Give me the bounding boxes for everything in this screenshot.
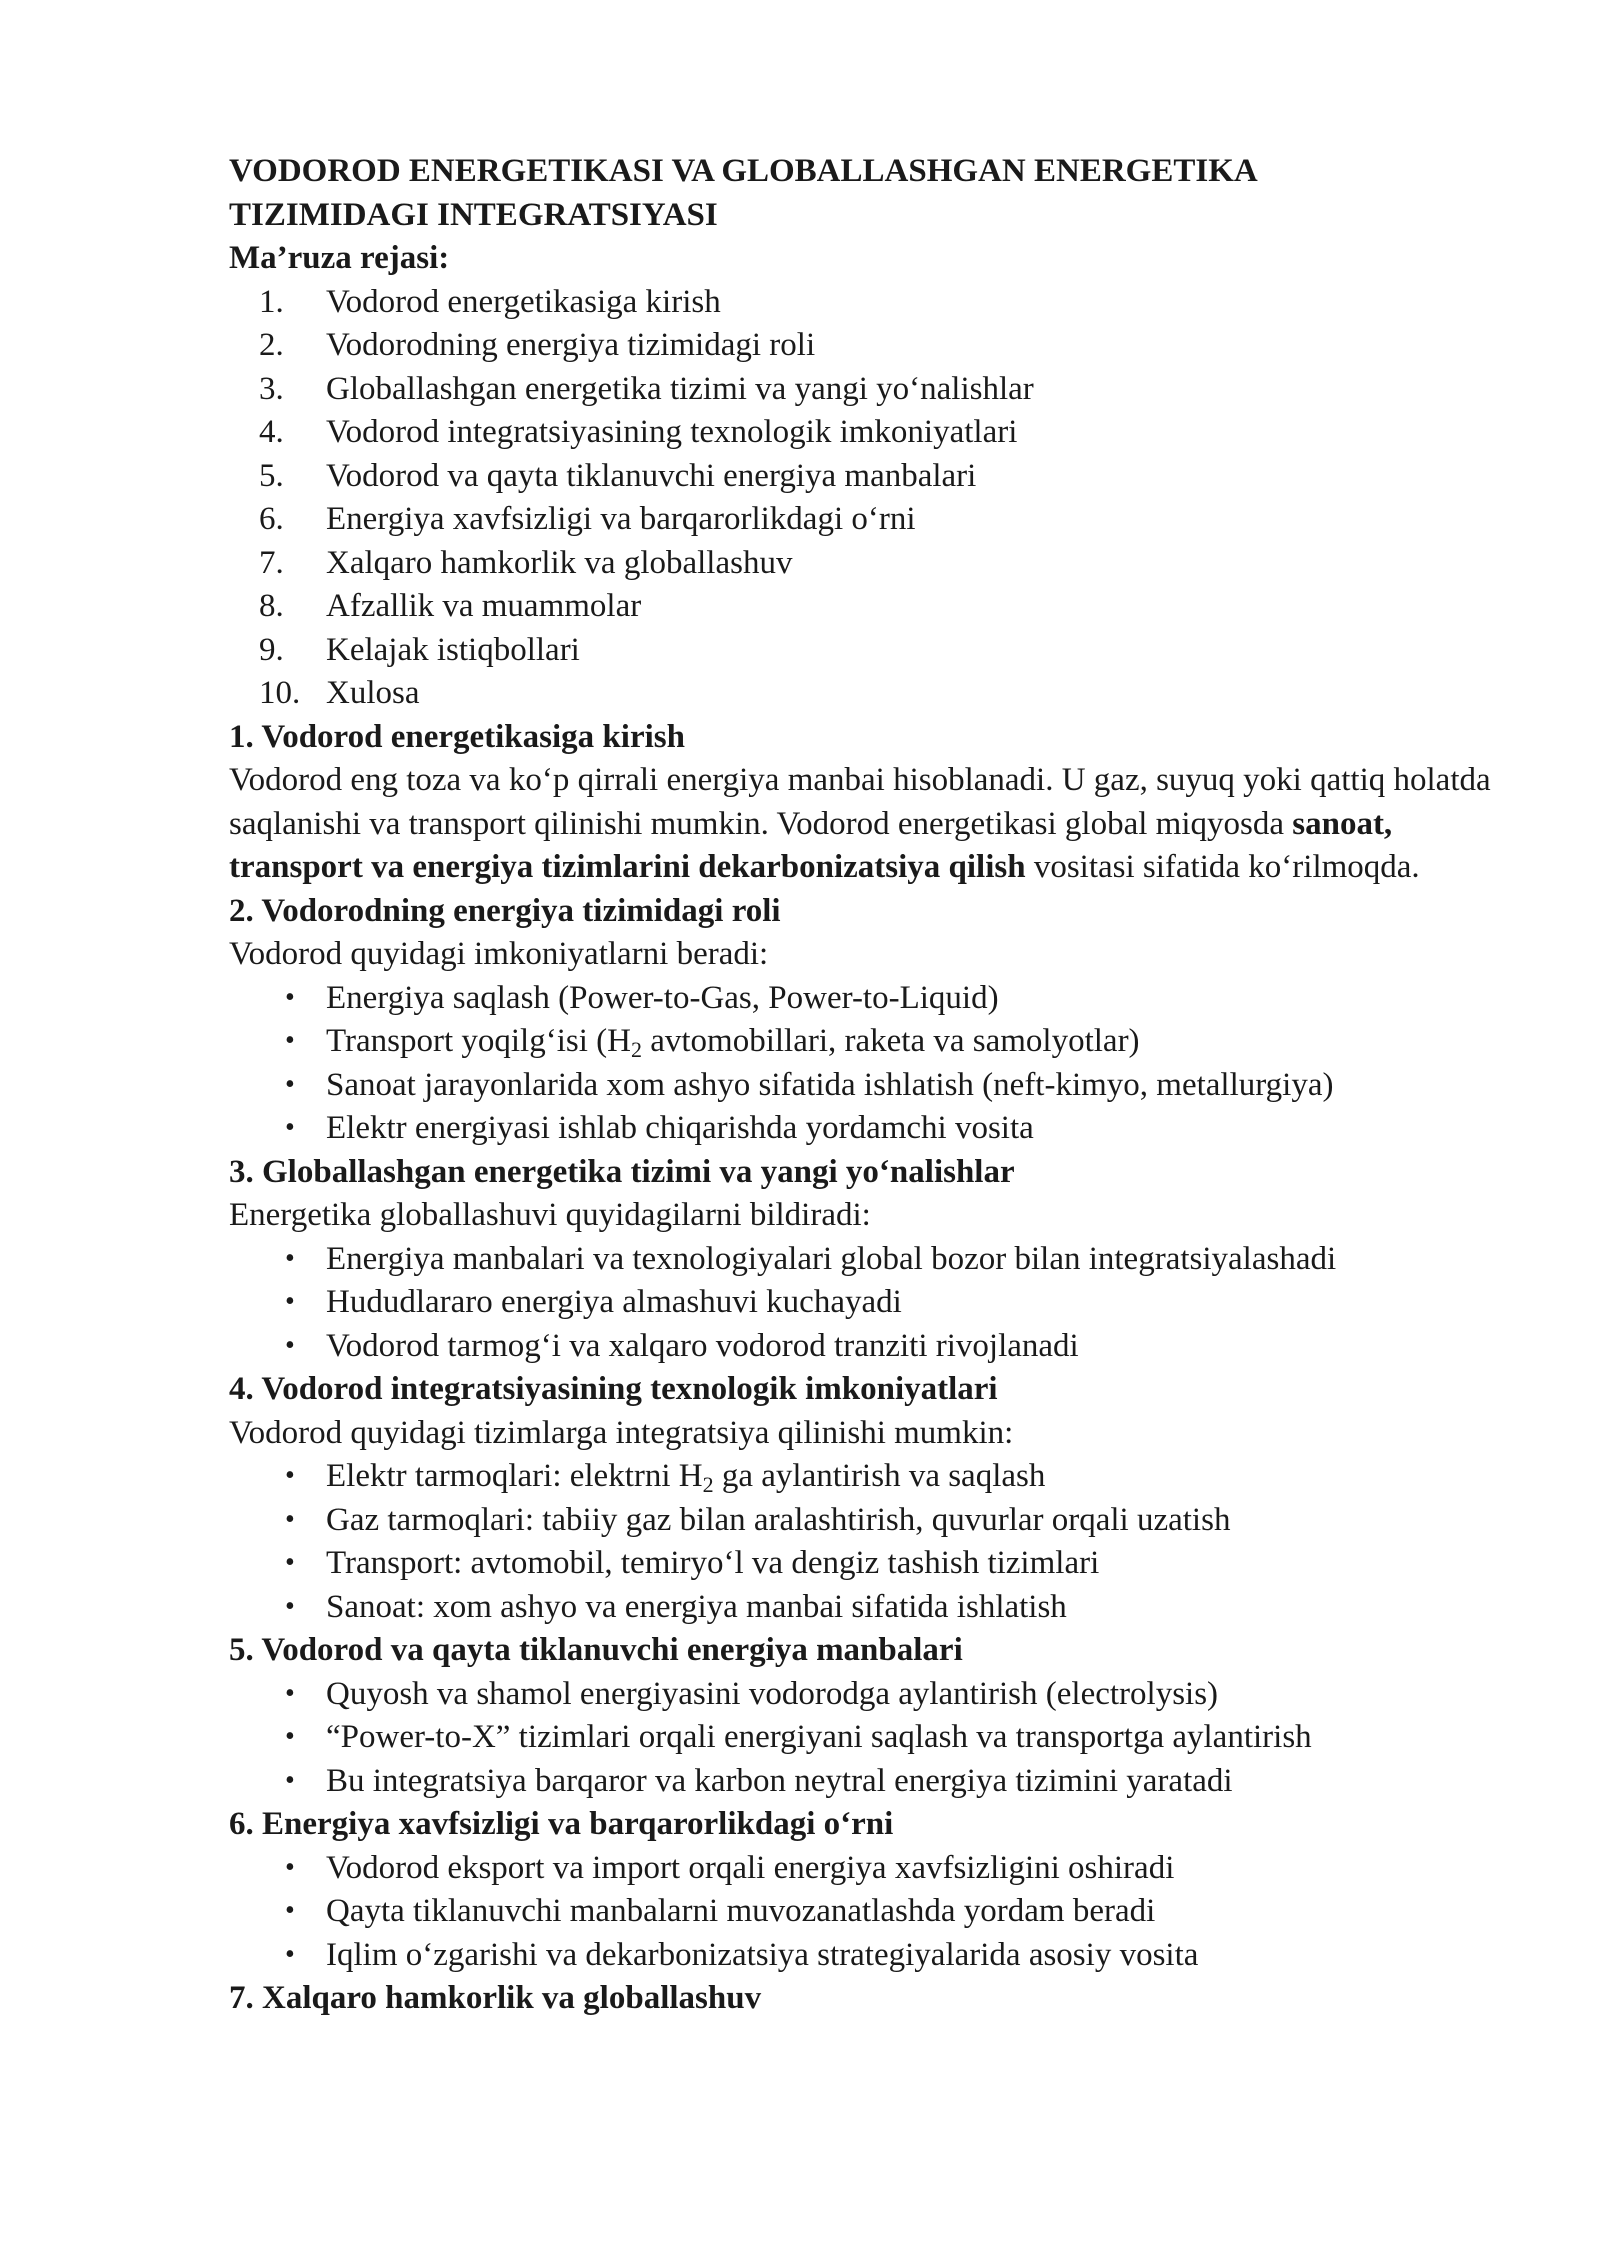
list-item-text: Gaz tarmoqlari: tabiiy gaz bilan aralashtirish, quvurlar orqali uzatish [326, 1501, 1231, 1538]
subscript: 2 [702, 1472, 714, 1497]
plan-item-number: 3. [259, 370, 284, 407]
list-item-text: Vodorod eksport va import orqali energiya xavfsizligini oshiradi [326, 1849, 1175, 1886]
list-item-text: Hududlararo energiya almashuvi kuchayadi [326, 1284, 902, 1320]
list-item-text: Transport yoqilg‘isi (H [326, 1023, 631, 1059]
list-item-text-end: avtomobillari, raketa va samolyotlar) [641, 1023, 1140, 1059]
plan-item-number: 7. [259, 544, 284, 581]
bullet-icon: • [285, 1938, 295, 1970]
list-item-text: Elektr energiyasi ishlab chiqarishda yordamchi vosita [326, 1110, 1034, 1146]
plan-item-number: 10. [259, 675, 301, 711]
bullet-icon: • [285, 1286, 295, 1317]
plan-item-text: Energiya xavfsizligi va barqarorlikdagi o‘rni [326, 501, 916, 537]
bullet-icon: • [285, 1112, 295, 1143]
list-item-text-end: ga aylantirish va saqlash [713, 1458, 1046, 1494]
plan-item [229, 455, 1520, 499]
plan-item-text: Xalqaro hamkorlik va globallashuv [326, 544, 793, 581]
plan-item-text: Vodorod energetikasiga kirish [326, 283, 721, 320]
bullet-icon: • [285, 1721, 295, 1752]
section-5-heading: 5. Vodorod va qayta tiklanuvchi energiya manbalari [229, 1632, 963, 1668]
list-item [229, 1325, 1520, 1369]
list-item [229, 1847, 1520, 1891]
plan-item-text: Globallashgan energetika tizimi va yangi yo‘nalishlar [326, 370, 1034, 407]
bullet-icon: • [285, 981, 295, 1013]
plan-item [229, 542, 1520, 586]
list-item-text: Energiya manbalari va texnologiyalari global bozor bilan integratsiyalashadi [326, 1240, 1337, 1277]
plan-item-number: 1. [259, 283, 284, 320]
bullet-icon: • [285, 1503, 295, 1535]
bullet-icon: • [285, 1329, 295, 1361]
plan-item-number: 6. [259, 501, 284, 537]
list-item [229, 1586, 1520, 1630]
list-item-text: Bu integratsiya barqaror va karbon neytral energiya tizimini yaratadi [326, 1762, 1233, 1799]
list-item [229, 1673, 1520, 1717]
list-item-text: Iqlim o‘zgarishi va dekarbonizatsiya strategiyalarida asosiy vosita [326, 1936, 1199, 1973]
plan-item [229, 585, 1520, 629]
section-2-intro: Vodorod quyidagi imkoniyatlarni beradi: [229, 936, 769, 972]
bullet-icon: • [285, 1590, 295, 1622]
bullet-icon: • [285, 1242, 295, 1274]
list-item-text: Sanoat jarayonlarida xom ashyo sifatida ishlatish (neft-kimyo, metallurgiya) [326, 1066, 1334, 1103]
list-item [229, 1499, 1520, 1543]
list-item [229, 1107, 1520, 1151]
list-item [229, 1281, 1520, 1325]
document-title [229, 150, 1520, 237]
plan-item [229, 498, 1520, 542]
section-1-heading: 1. Vodorod energetikasiga kirish [229, 718, 685, 755]
section-1-bold-text: sanoat, transport va energiya tizimlarini dekarbonizatsiya qilish [229, 805, 1393, 885]
section-6-list [229, 1847, 1520, 1978]
list-item-text: Transport: avtomobil, temiryo‘l va dengiz tashish tizimlari [326, 1545, 1100, 1581]
list-item [229, 1716, 1520, 1760]
plan-item-number: 9. [259, 631, 284, 668]
plan-item-number: 2. [259, 327, 284, 363]
section-2-heading: 2. Vodorodning energiya tizimidagi roli [229, 892, 781, 929]
plan-list [229, 281, 1520, 716]
plan-item [229, 672, 1520, 716]
list-item-text: Sanoat: xom ashyo va energiya manbai sifatida ishlatish [326, 1588, 1067, 1625]
list-item-text: “Power-to-X” tizimlari orqali energiyani saqlash va transportga aylantirish [326, 1719, 1312, 1755]
list-item-text: Energiya saqlash (Power-to-Gas, Power-to-Liquid) [326, 979, 999, 1016]
section-3-heading: 3. Globallashgan energetika tizimi va yangi yo‘nalishlar [229, 1153, 1015, 1190]
list-item-text: Quyosh va shamol energiyasini vodorodga aylantirish (electrolysis) [326, 1675, 1219, 1712]
section-4-intro: Vodorod quyidagi tizimlarga integratsiya qilinishi mumkin: [229, 1414, 1014, 1451]
plan-item-text: Vodorodning energiya tizimidagi roli [326, 327, 816, 363]
plan-heading: Ma’ruza rejasi: [229, 240, 450, 276]
plan-item-number: 8. [259, 588, 284, 624]
list-item-text: Qayta tiklanuvchi manbalarni muvozanatlashda yordam beradi [326, 1893, 1156, 1929]
list-item [229, 1934, 1520, 1978]
list-item [229, 1542, 1520, 1586]
bullet-icon: • [285, 1677, 295, 1709]
list-item [229, 1064, 1520, 1108]
plan-item-number: 4. [259, 414, 284, 450]
bullet-icon: • [285, 1895, 295, 1926]
section-1-text: Vodorod eng toza va ko‘p qirrali energiya manbai hisoblanadi. U gaz, suyuq yoki qattiq holatda saqlanishi va transport qilinishi mumkin. Vodorod energetikasi global miqyosda [229, 762, 1491, 842]
plan-item [229, 629, 1520, 673]
bullet-icon: • [285, 1764, 295, 1796]
section-3-list [229, 1238, 1520, 1369]
title-line-2: TIZIMIDAGI INTEGRATSIYASI [229, 196, 718, 233]
subscript: 2 [630, 1037, 642, 1062]
list-item [229, 1455, 1520, 1499]
list-item [229, 977, 1520, 1021]
list-item-text: Elektr tarmoqlari: elektrni H [326, 1458, 703, 1494]
section-4-list [229, 1455, 1520, 1629]
plan-item [229, 411, 1520, 455]
bullet-icon: • [285, 1068, 295, 1100]
section-4-heading: 4. Vodorod integratsiyasining texnologik imkoniyatlari [229, 1371, 998, 1407]
section-7-heading: 7. Xalqaro hamkorlik va globallashuv [229, 1980, 762, 2016]
plan-item-text: Vodorod integratsiyasining texnologik imkoniyatlari [326, 414, 1018, 450]
section-3-intro: Energetika globallashuvi quyidagilarni bildiradi: [229, 1197, 871, 1233]
plan-item-number: 5. [259, 457, 284, 494]
title-line-1: VODOROD ENERGETIKASI VA GLOBALLASHGAN ENERGETIKA [229, 153, 1258, 189]
plan-item-text: Xulosa [326, 675, 420, 711]
section-1-paragraph [229, 759, 1520, 890]
list-item [229, 1760, 1520, 1804]
plan-item-text: Afzallik va muammolar [326, 588, 642, 624]
section-2-list [229, 977, 1520, 1151]
plan-item-text: Vodorod va qayta tiklanuvchi energiya manbalari [326, 457, 977, 494]
plan-item [229, 324, 1520, 368]
list-item [229, 1238, 1520, 1282]
bullet-icon: • [285, 1025, 295, 1056]
plan-item-text: Kelajak istiqbollari [326, 631, 580, 668]
plan-item [229, 281, 1520, 325]
bullet-icon: • [285, 1460, 295, 1491]
list-item [229, 1020, 1520, 1064]
list-item-text: Vodorod tarmog‘i va xalqaro vodorod tranziti rivojlanadi [326, 1327, 1079, 1364]
list-item [229, 1890, 1520, 1934]
plan-item [229, 368, 1520, 412]
section-1-text-end: vositasi sifatida ko‘rilmoqda. [1025, 849, 1420, 885]
section-5-list [229, 1673, 1520, 1804]
bullet-icon: • [285, 1547, 295, 1578]
section-6-heading: 6. Energiya xavfsizligi va barqarorlikdagi o‘rni [229, 1806, 894, 1842]
bullet-icon: • [285, 1851, 295, 1883]
